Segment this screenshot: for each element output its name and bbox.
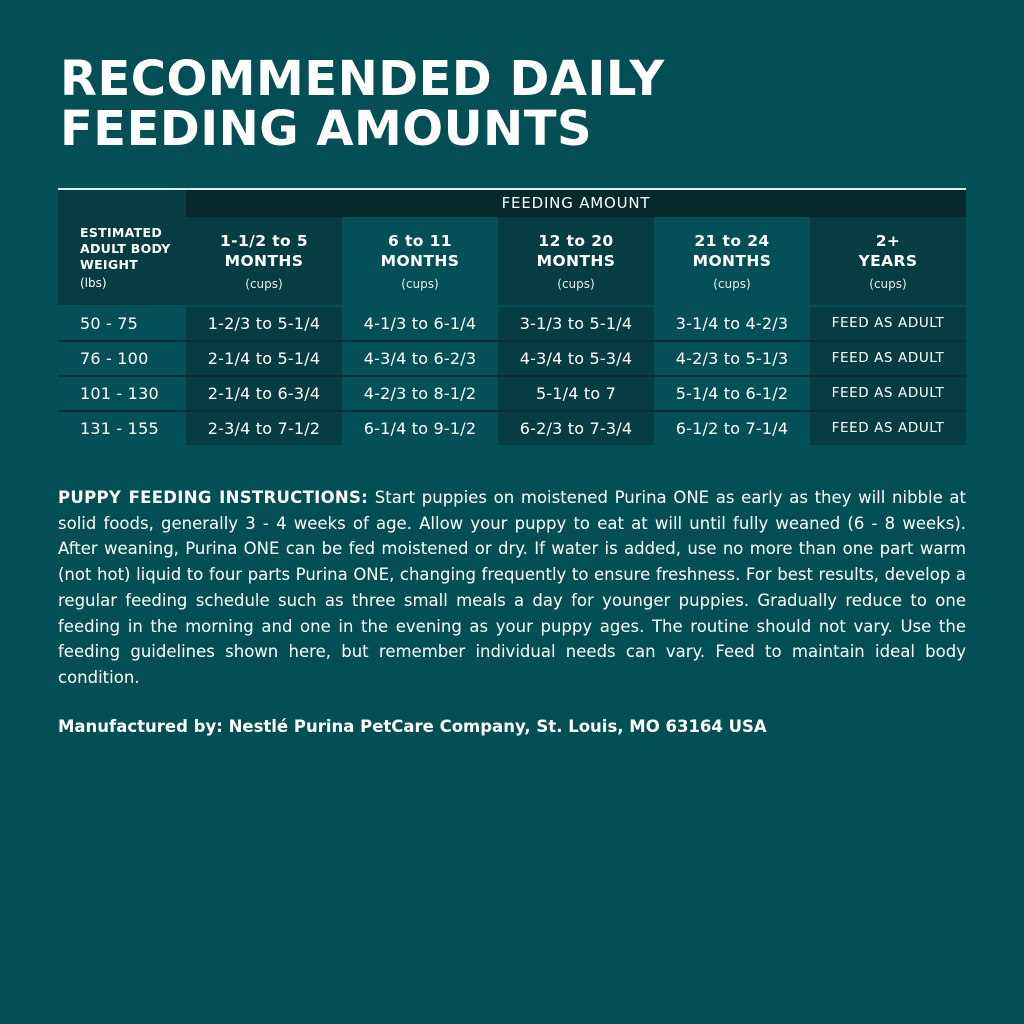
table-row — [58, 377, 966, 410]
amount-cell: 4-2/3 to 5-1/3 — [654, 342, 810, 375]
amount-cell: 4-2/3 to 8-1/2 — [342, 377, 498, 410]
title-line-2: FEEDING AMOUNTS — [60, 101, 593, 157]
amount-cell: FEED AS ADULT — [810, 342, 966, 375]
amount-cell: 1-2/3 to 5-1/4 — [186, 307, 342, 340]
weight-header-line-2: ADULT BODY — [80, 241, 171, 256]
amount-cell: 4-3/4 to 5-3/4 — [498, 342, 654, 375]
feeding-amount-header: FEEDING AMOUNT — [186, 190, 966, 217]
column-header-line-1: 2+ — [875, 232, 901, 250]
column-header-age-5 — [810, 217, 966, 305]
column-header-age-2 — [342, 217, 498, 305]
amount-cell: 6-1/4 to 9-1/2 — [342, 412, 498, 445]
amount-cell: 4-3/4 to 6-2/3 — [342, 342, 498, 375]
column-header-unit: (cups) — [713, 277, 751, 291]
column-header-line-2: MONTHS — [380, 252, 460, 270]
column-header-line-2: MONTHS — [224, 252, 304, 270]
amount-cell: FEED AS ADULT — [810, 307, 966, 340]
weight-column-header — [58, 190, 186, 305]
weight-cell: 131 - 155 — [58, 412, 186, 445]
instructions-body: Start puppies on moistened Purina ONE as early as they will nibble at solid foods, generally 3 - 4 weeks of age. Allow your puppy to eat at will until fully weaned (6 - 8 weeks). After weaning, Purina ONE can be fed moistened or dry. If water is added, use no more than one part warm (not hot) liquid to four parts Purina ONE, changing frequently to ensure freshness. For best results, develop a regular feeding schedule such as three small meals a day for younger puppies. Gradually reduce to one feeding in the morning and one in the evening as your puppy ages. The routine should not vary. Use the feeding guidelines shown here, but remember individual needs can vary. Feed to maintain ideal body condition. — [58, 488, 967, 687]
amount-cell: FEED AS ADULT — [810, 377, 966, 410]
puppy-feeding-instructions — [58, 485, 966, 691]
column-header-line-1: 12 to 20 — [538, 232, 614, 250]
amount-cell: FEED AS ADULT — [810, 412, 966, 445]
column-header-age-1 — [186, 217, 342, 305]
amount-cell: 3-1/4 to 4-2/3 — [654, 307, 810, 340]
column-header-line-1: 21 to 24 — [694, 232, 770, 250]
column-header-unit: (cups) — [869, 277, 907, 291]
weight-cell: 101 - 130 — [58, 377, 186, 410]
table-row — [58, 307, 966, 340]
manufacturer-line: Manufactured by: Nestlé Purina PetCare Company, St. Louis, MO 63164 USA — [58, 717, 767, 736]
amount-cell: 2-3/4 to 7-1/2 — [186, 412, 342, 445]
column-header-line-2: MONTHS — [692, 252, 772, 270]
title-line-1: RECOMMENDED DAILY — [60, 51, 665, 107]
amount-cell: 5-1/4 to 6-1/2 — [654, 377, 810, 410]
column-header-age-4 — [654, 217, 810, 305]
amount-cell: 6-1/2 to 7-1/4 — [654, 412, 810, 445]
column-header-line-1: 1-1/2 to 5 — [219, 232, 309, 250]
amount-cell: 4-1/3 to 6-1/4 — [342, 307, 498, 340]
column-header-line-2: MONTHS — [536, 252, 616, 270]
weight-header-line-1: ESTIMATED — [80, 225, 163, 240]
page-title — [60, 51, 665, 157]
feeding-table — [58, 188, 966, 446]
weight-header-line-3: WEIGHT — [80, 257, 139, 272]
amount-cell: 2-1/4 to 5-1/4 — [186, 342, 342, 375]
table-row — [58, 342, 966, 375]
amount-cell: 3-1/3 to 5-1/4 — [498, 307, 654, 340]
weight-header-unit: (lbs) — [80, 276, 107, 290]
column-header-unit: (cups) — [401, 277, 439, 291]
amount-cell: 2-1/4 to 6-3/4 — [186, 377, 342, 410]
column-header-age-3 — [498, 217, 654, 305]
column-header-unit: (cups) — [245, 277, 283, 291]
column-header-line-2: YEARS — [858, 252, 918, 270]
weight-cell: 76 - 100 — [58, 342, 186, 375]
weight-cell: 50 - 75 — [58, 307, 186, 340]
weight-header-label — [80, 225, 171, 273]
column-header-unit: (cups) — [557, 277, 595, 291]
amount-cell: 6-2/3 to 7-3/4 — [498, 412, 654, 445]
table-row — [58, 412, 966, 445]
column-header-line-1: 6 to 11 — [387, 232, 452, 250]
amount-cell: 5-1/4 to 7 — [498, 377, 654, 410]
instructions-heading: PUPPY FEEDING INSTRUCTIONS: — [58, 488, 369, 507]
